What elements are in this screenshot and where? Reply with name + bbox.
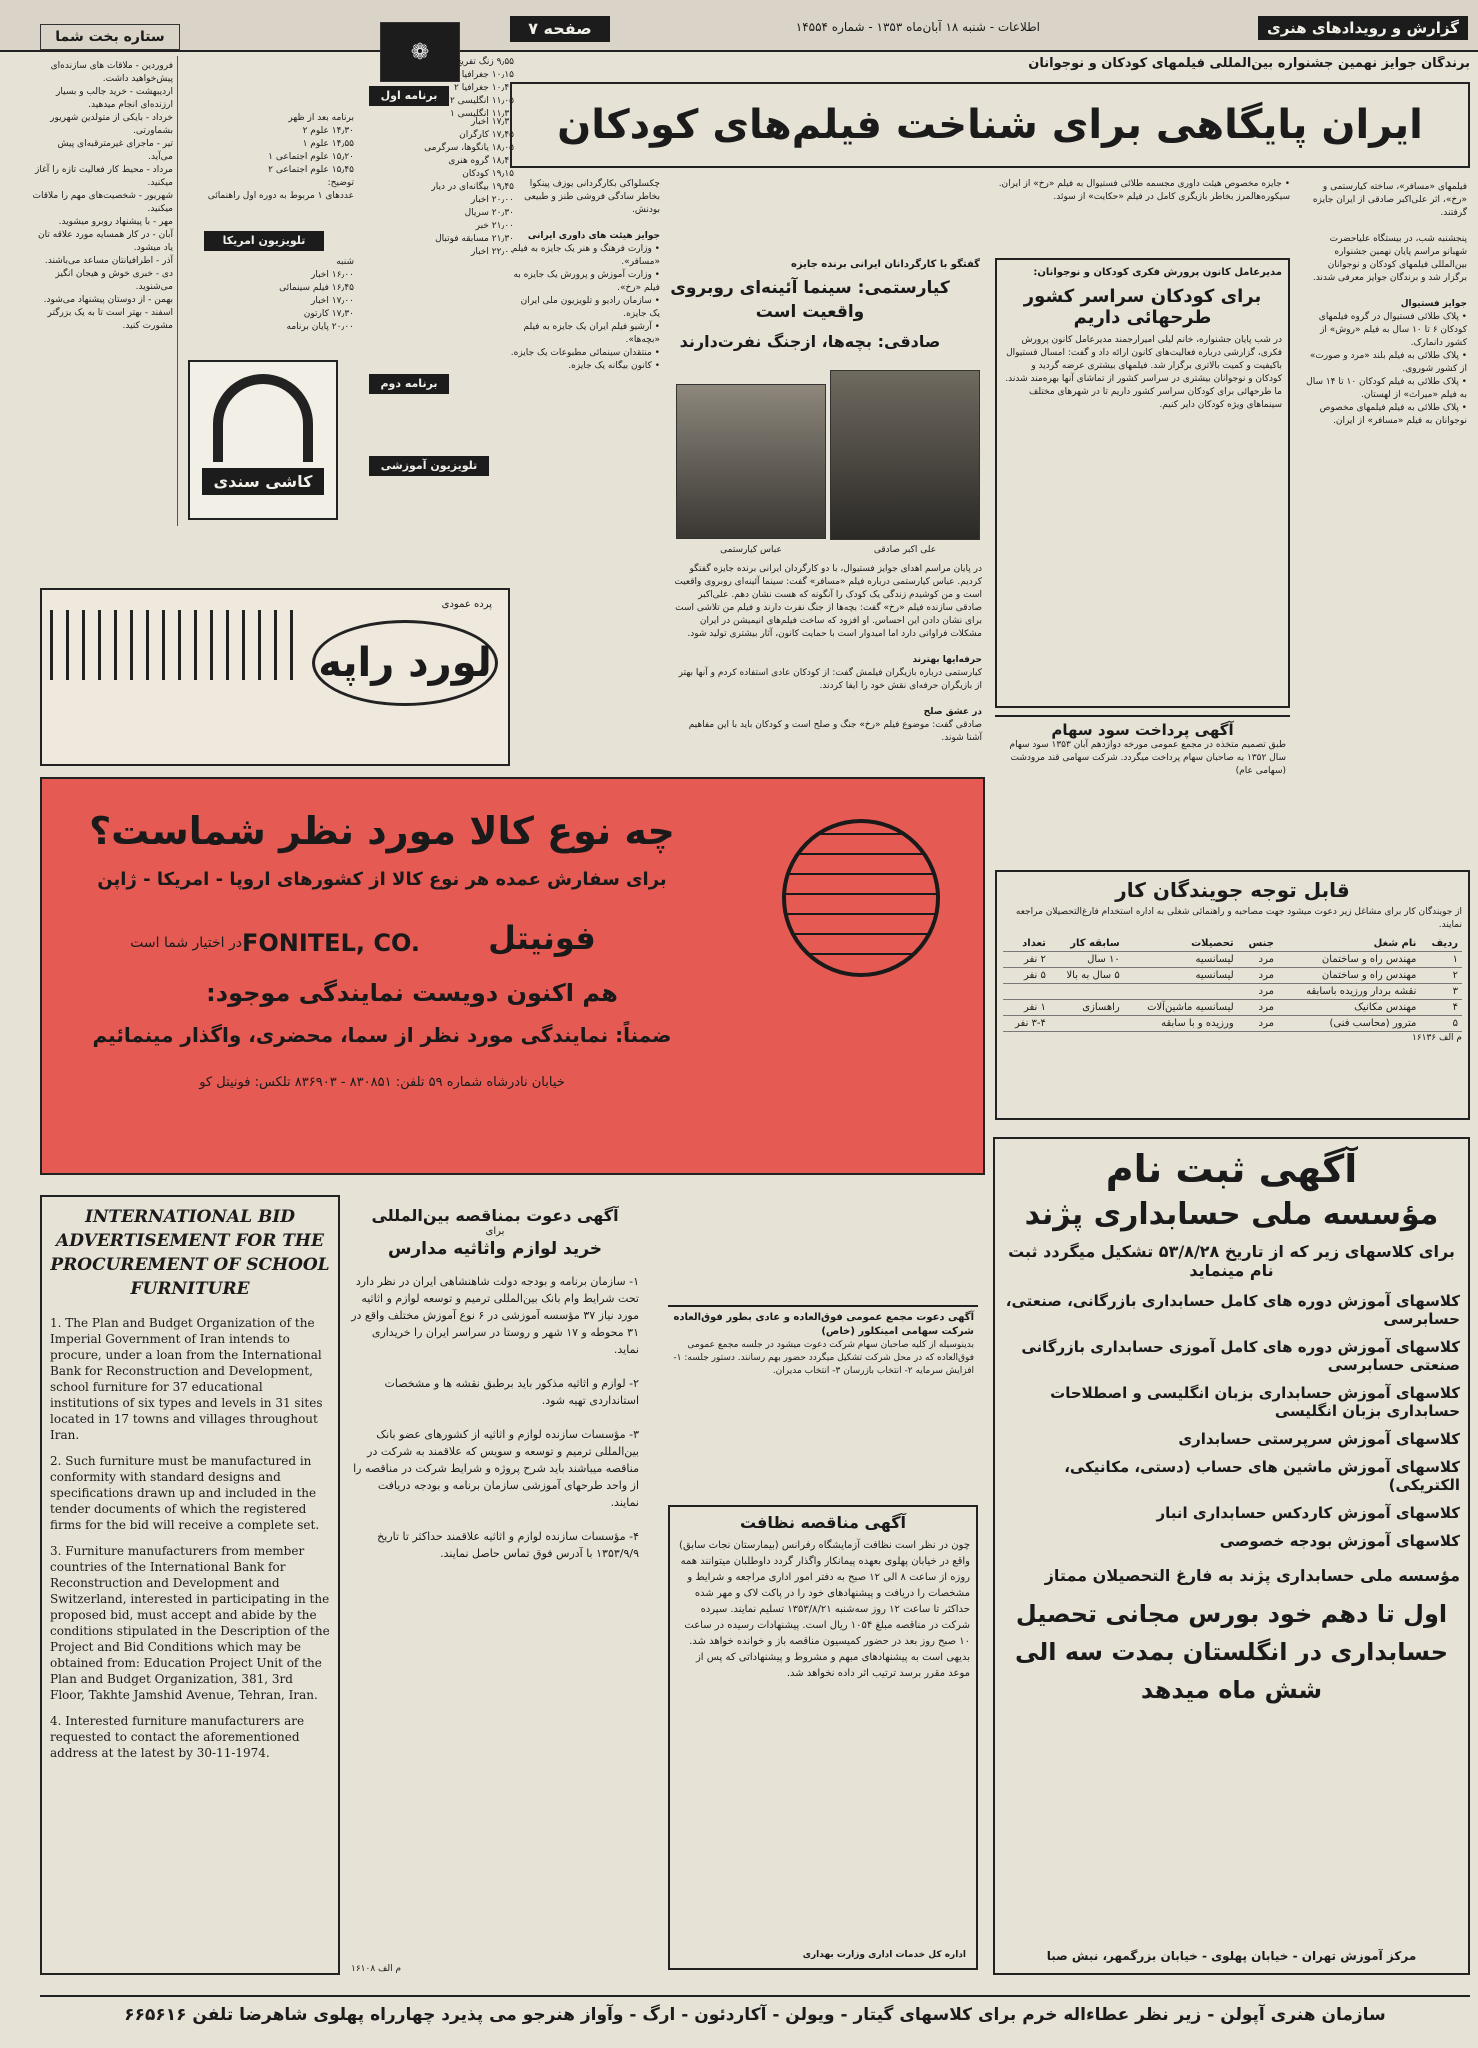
accounting-institute: مؤسسه ملی حسابداری پژند — [1024, 1197, 1439, 1232]
issue-line: اطلاعات - شنبه ۱۸ آبان‌ماه ۱۳۵۳ - شماره ۱۴۵۵۴ — [795, 20, 1040, 34]
page-label: صفحه ۷ — [510, 16, 610, 42]
jobs-ad — [995, 870, 1470, 1120]
tv-list-top: ۹٫۵۵ زنگ تفریح ۱۰٫۱۵ جغرافیا ۲ ۱۰٫۴۰ جغرافیا ۲ ۱۱٫۰۵ انگلیسی ۲ ۱۱٫۳۰ انگلیسی ۱ — [449, 57, 514, 119]
interview-lead: گفتگو با کارگردانان ایرانی برنده جایزه — [790, 259, 980, 270]
caption-sadeghi: علی اکبر صادقی — [873, 545, 937, 555]
assembly-title: آگهی دعوت مجمع عمومی فوق‌العاده و عادی بطور فوق‌العاده شرکت سهامی امینکلور (خاص) — [673, 1312, 974, 1337]
tv-item: ۱۹٫۴۵ بیگانه‌ای در دیار — [431, 182, 514, 192]
fonitel-headline: چه نوع کالا مورد نظر شماست؟ — [89, 809, 675, 853]
accounting-graduates: مؤسسه ملی حسابداری پژند به فارغ التحصیلان ممتاز — [1044, 1566, 1460, 1585]
list-item: کلاسهای آموزش حسابداری بزبان انگلیسی و اصطلاحات حسابداری بزبان انگلیسی — [1050, 1384, 1460, 1420]
list-item: کلاسهای آموزش دوره های کامل حسابداری بازرگانی، صنعتی، حسابرسی — [1005, 1292, 1460, 1328]
tender-en — [40, 1195, 340, 1975]
tender-en-item: 3. Furniture manufacturers from member countries of the International Bank for Reconstruction and Development and Switzerland, interested in participating in the proposed bid, must accept and abide by the conditions stipulated in the Description of the Project and Bid Conditions which may be obtained from: Education Project Unit of the Plan and Budget Organization, 381, 3rd Floor, Takhte Jamshid Avenue, Tehran, Iran. — [50, 1544, 330, 1702]
list-item: کلاسهای آموزش بودجه خصوصی — [1219, 1532, 1460, 1550]
footer-strip: سازمان هنری آپولن - زیر نظر عطاءاله خرم برای کلاسهای گیتار - ویولن - آکاردئون - ارگ - وآواز هنرجو می پذیرد چهارراه پهلوی شاهرضا تلفن ۶۶۵۶۱۶ — [40, 1995, 1470, 2031]
tv-list-american: شنبه ۱۶٫۰۰ اخبار ۱۶٫۴۵ فیلم سینمائی ۱۷٫۰۰ اخبار ۱۷٫۳۰ کارتون ۲۰٫۰۰ پایان برنامه — [279, 257, 354, 332]
tender-en-item: 2. Such furniture must be manufactured in conformity with standard designs and specifications drawn up and included in the tender documents of which the registered firms for the bid will receive a complete set. — [50, 1454, 320, 1532]
assembly-ad — [668, 1305, 978, 1485]
section-title: گزارش و رویدادهای هنری — [1258, 16, 1468, 40]
fonitel-address: خیابان نادرشاه شماره ۵۹ تلفن: ۸۳۰۸۵۱ - ۸۳۶۹۰۳ تلکس: فونیتل کو — [199, 1075, 565, 1090]
tv-item: ۱۸٫۴۰ گروه هنری — [448, 156, 514, 166]
dividend-body: طبق تصمیم متخذه در مجمع عمومی مورخه دوازدهم آبان ۱۳۵۳ سود سهام سال ۱۳۵۲ به صاحبان سهام پرداخت میگردد. شرکت سهامی قند مرودشت (سهامی عام) — [1009, 740, 1286, 776]
accounting-ad — [993, 1137, 1470, 1975]
kanoon-body: در شب پایان جشنواره، خانم لیلی امیرارجمند مدیرعامل کانون پرورش فکری، گزارشی درباره فعالیت‌های کانون ارائه داد و گفت: امسال فستیوال باکیفیت و کمیت بالاتری برگزار شد. فیلمهای بیشتری عرضه گردید و کودکان و نوجوانان بیشتری در سراسر کشور از تماشای آنها بهره‌مند شدند. ما طرحهائی برای کودکان سراسر کشور داریم تا در شهرهای مختلف سینماهای ویژه کودکان دایر کنیم. — [1005, 335, 1282, 410]
lead-headline: ایران پایگاهی برای شناخت فیلم‌های کودکان — [510, 82, 1470, 168]
accounting-offer: اول تا دهم خود بورس مجانی تحصیل حسابداری در انگلستان بمدت سه الی شش ماه میدهد — [1014, 1600, 1449, 1704]
photo-sadeghi — [830, 370, 980, 540]
list-item: کلاسهای آموزش سرپرستی حسابداری — [1178, 1430, 1460, 1448]
jobs-ref: م الف ۱۶۱۳۶ — [1411, 1033, 1462, 1043]
tv-item: ۱۷٫۴۵ کارگران — [459, 130, 514, 140]
lourdrape-ad — [40, 588, 510, 766]
accounting-classes — [1003, 1292, 1460, 1550]
caption-kiarostami: عباس کیارستمی — [720, 545, 782, 555]
program2-label: برنامه دوم — [369, 374, 449, 394]
tender-fa-subtitle: خرید لوازم واثاثیه مدارس — [387, 1239, 603, 1259]
lourdrape-title: لورد راپه — [312, 620, 498, 706]
omega-logo-icon — [213, 374, 313, 462]
table-row: ۴ مهندس مکانیک مرد لیسانسیه ماشین‌آلات راهسازی ۱ نفر — [1003, 1000, 1462, 1016]
list-item: کلاسهای آموزش دوره های کامل آموزی حسابداری بازرگانی صنعتی حسابرسی — [1021, 1338, 1460, 1374]
fonitel-subline: برای سفارش عمده هر نوع کالا از کشورهای اروپا - امریکا - ژاپن — [97, 869, 667, 890]
omega-tile-ad — [188, 360, 338, 520]
cleaning-body: چون در نظر است نظافت آزمایشگاه رفرانس (بیمارستان نجات سابق) واقع در خیابان پهلوی بعهده پیمانکار واگذار گردد داوطلبان میتوانند همه روزه از ساعت ۸ الی ۱۲ صبح به دفتر امور اداری مراجعه و شرایط و مشخصات را دریافت و پیشنهادهای خود را در پاکت لاک و مهر شده حداکثر تا ساعت ۱۲ روز سه‌شنبه ۱۳۵۳/۸/۲۱ تسلیم نمایند. سپرده شرکت در مناقصه مبلغ ۱۰۵۴ ریال است. پیشنهادات رسیده در ساعت ۱۰ صبح روز بعد در حضور کمیسیون مناقصه باز و خوانده خواهد شد. بدیهی است به پیشنهادهای مبهم و مشروط و پیشنهاداتی که پس از موعد مقرر برسد ترتیب اثر داده نخواهد شد. — [679, 1540, 970, 1679]
dividend-ad — [995, 715, 1290, 865]
jobs-table — [1003, 936, 1462, 1032]
cleaning-ad — [668, 1505, 978, 1970]
jobs-col: نام شغل — [1278, 936, 1420, 952]
lead-body-mid2: چکسلواکی بکارگردانی یوزف پینکوا بخاطر سادگی فروشی طنز و طبیعی بودنش. جوایز هیئت های داوری ایرانی • وزارت فرهنگ و هنر یک جایزه به فیلم «مسافر». • وزارت آموزش و پرورش یک جایزه به فیلم «رخ». • سازمان رادیو و تلویزیون ملی ایران یک جایزه. • آرشیو فیلم ایران یک جایزه به فیلم «بچه‌ها». • منتقدان سینمائی مطبوعات یک جایزه. • کانون بیگانه یک جایزه. — [510, 179, 660, 371]
tender-fa — [345, 1200, 645, 1980]
kanoon-box — [995, 258, 1290, 708]
tender-en-item: 1. The Plan and Budget Organization of the Imperial Government of Iran intends to procure, under a loan from the International Bank for Reconstruction and Development, school furniture for 37 educational institutions of six types and levels in 31 sites located in 17 towns and villages throughout Iran. — [50, 1316, 323, 1442]
lead-body-right: فیلمهای «مسافر»، ساخته کیارستمی و «رخ»، اثر علی‌اکبر صادقی از ایران جایزه گرفتند. پنجشنبه شب، در بیستگاه علیاحضرت شهبانو مراسم پایان نهمین جشنواره بین‌المللی فیلمهای کودکان و نوجوانان برگزار شد و برندگان جوایز معرفی شدند. جوایز فستیوال • پلاک طلائی فستیوال در گروه فیلمهای کودکان ۶ تا ۱۰ سال به فیلم «روش» از کشور دانمارک. • پلاک طلائی به فیلم بلند «مرد و صورت» از کشور شوروی. • پلاک طلائی به فیلم کودکان ۱۰ تا ۱۴ سال به فیلم «میراث» از لهستان. • پلاک طلائی به فیلم فیلمهای مخصوص نوجوانان به فیلم «مسافر» از ایران. — [1306, 182, 1467, 426]
table-row: ۲ مهندس راه و ساختمان مرد لیسانسیه ۵ سال به بالا ۵ نفر — [1003, 968, 1462, 984]
tv-item: ۱۸٫۰۵ یانگوها، سرگرمی — [424, 143, 514, 153]
table-row: ۱ مهندس راه و ساختمان مرد لیسانسیه ۱۰ سال ۲ نفر — [1003, 952, 1462, 968]
horoscope-label: ستاره بخت شما — [40, 24, 180, 50]
photo-kiarostami — [676, 384, 826, 539]
jobs-col: تعداد — [1003, 936, 1050, 952]
tender-fa-for: برای — [485, 1226, 505, 1237]
kanoon-intro: مدیرعامل کانون پرورش فکری کودکان و نوجوانان: — [1033, 267, 1282, 278]
jobs-col: ردیف — [1420, 936, 1462, 952]
table-row: ۵ مترور (محاسب فنی) مرد ورزیده و با سابقه ۳-۴ نفر — [1003, 1016, 1462, 1032]
tv-list-shanbeh: ۱۷٫۳۰ اخبار ۱۷٫۴۵ کارگران ۱۸٫۰۵ یانگوها، سرگرمی ۱۸٫۴۰ گروه هنری ۱۹٫۱۵ کودکان ۱۹٫۴۵ بیگانه‌ای در دیار ۲۰٫۰۰ اخبار ۲۰٫۳۰ سریال ۲۱٫۰۰ خبر ۲۱٫۳۰ مسابقه فوتبال ۲۲٫۰۰ اخبار — [374, 116, 514, 259]
fonitel-brand-fa: فونیتل — [488, 919, 596, 957]
tender-fa-body: ۱- سازمان برنامه و بودجه دولت شاهنشاهی ایران در نظر دارد تحت شرایط وام بانک بین‌المللی ترمیم و توسعه لوازم و اثاثیه مورد نیاز ۳۷ مؤسسه آموزشی در ۶ نوع آموزش مختلف واقع در ۳۱ محوطه و ۱۷ شهر و روستا در سراسر ایران را خریداری نماید. ۲- لوازم و اثاثیه مذکور باید برطبق نقشه ها و مشخصات استانداردی تهیه شود. ۳- مؤسسات سازنده لوازم و اثاثیه از کشورهای عضو بانک بین‌المللی ترمیم و توسعه و سویس که علاقمند به شرکت در مناقصه میباشند باید شرح پروژه و شرایط شرکت در مناقصه را از واحد طرحهای آموزشی سازمان برنامه و بودجه دریافت نمایند. ۴- مؤسسات سازنده لوازم و اثاثیه علاقمند حداکثر تا تاریخ ۱۳۵۳/۹/۹ با آدرس فوق تماس حاصل نمایند. — [351, 1275, 639, 1560]
accounting-address: مرکز آموزش تهران - خیابان پهلوی - خیابان بزرگمهر، نبش صبا — [1046, 1949, 1417, 1963]
lourdrape-subtitle: پرده عمودی — [441, 599, 492, 610]
tender-en-title: INTERNATIONAL BID ADVERTISEMENT FOR THE PROCUREMENT OF SCHOOL FURNITURE — [50, 1207, 330, 1299]
tender-en-item: 4. Interested furniture manufacturers are requested to contact the aforementioned address at the latest by 30-11-1974. — [50, 1714, 305, 1760]
jobs-intro: از جویندگان کار برای مشاغل زیر دعوت میشود جهت مصاحبه و راهنمائی شغلی به اداره استخدام فارغ‌التحصیلان مراجعه نمایند. — [1015, 907, 1462, 930]
lead-body-mid: • جایزه مخصوص هیئت داوری مجسمه طلائی فستیوال به فیلم «رخ» از ایران. سیکوره‌هالمرز بخاطر بازیگری کامل در فیلم «حکایت» از سوئد. — [998, 179, 1290, 202]
table-row: ۳ نقشه بردار ورزیده باسابقه مرد — [1003, 984, 1462, 1000]
list-item: کلاسهای آموزش ماشین های حساب (دستی، مکانیکی، الکتریکی) — [1064, 1458, 1460, 1494]
interview-title: کیارستمی: سینما آئینه‌ای روبروی واقعیت است — [670, 278, 950, 322]
tv-item: ۲۰٫۰۰ اخبار — [471, 195, 514, 205]
fonitel-agency: هم اکنون دویست نمایندگی موجود: — [206, 979, 618, 1007]
fonitel-brand-en: FONITEL, CO. — [242, 929, 420, 957]
tender-fa-ref: م الف ۱۶۱۰۸ — [351, 1964, 402, 1974]
program1-label: برنامه اول — [369, 86, 449, 106]
interview-body: در پایان مراسم اهدای جوایز فستیوال، با دو کارگردان ایرانی برنده جایزه گفتگو کردیم. عباس کیارستمی درباره فیلم «مسافر» گفت: سینما آئینه‌ای روبروی واقعیت است و من کوشیدم زندگی یک کودک را آنگونه که هست نشان دهم. علی‌اکبر صادقی سازنده فیلم «رخ» گفت: بچه‌ها از جنگ نفرت دارند و فیلم من تلاشی است برای نشان دادن این احساس. او افزود که ساخت فیلم‌های انیمیشن در ایران مشکلات فراوانی دارد اما امیدوار است با حمایت کانون، آثار بیشتری تولید شود. حرفه‌ایها بهترند کیارستمی درباره بازیگران فیلمش گفت: از کودکان عادی استفاده کردم و آنها بهتر از بازیگران حرفه‌ای نقش خود را ایفا کردند. در عشق صلح صادقی گفت: موضوع فیلم «رخ» جنگ و صلح است و کودکان باید با این مفاهیم آشنا شوند. — [674, 564, 982, 743]
fonitel-brand-note: در اختیار شما است — [130, 935, 242, 951]
cleaning-title: آگهی مناقصه نظافت — [739, 1513, 907, 1532]
interview-subtitle: صادقی: بچه‌ها، ازجنگ نفرت‌دارند — [679, 332, 941, 351]
cleaning-signature: اداره کل خدمات اداری وزارت بهداری — [802, 1950, 966, 1960]
kanoon-title: برای کودکان سراسر کشور طرحهائی داریم — [1023, 286, 1262, 328]
lourdrape-pattern — [50, 610, 300, 680]
list-item: کلاسهای آموزش کاردکس حسابداری انبار — [1156, 1504, 1460, 1522]
dividend-title: آگهی پرداخت سود سهام — [1051, 721, 1234, 739]
accounting-registration: برای کلاسهای زیر که از تاریخ ۵۳/۸/۲۸ تشکیل میگردد ثبت نام مینماید — [1008, 1242, 1455, 1280]
jobs-title: قابل توجه جویندگان کار — [1115, 878, 1350, 902]
tv-list-left-top: برنامه بعد از ظهر ۱۴٫۳۰ علوم ۲ ۱۴٫۵۵ علوم ۱ ۱۵٫۲۰ علوم اجتماعی ۱ ۱۵٫۴۵ علوم اجتماعی ۲ توضیح: عددهای ۱ مربوط به دوره اول راهنمائی — [207, 113, 354, 201]
logo-box: ❁ — [380, 22, 460, 82]
horoscope-text: فروردین - ملاقات های سازنده‌ای پیش‌خواهید داشت. اردیبهشت - خرید جالب و بسیار ارزنده‌ای انجام میدهید. خرداد - بایکی از متولدین شهریور بشماورتی. تیر - ماجرای غیرمترقبه‌ای پیش می‌آید. مرداد - محیط کار فعالیت تازه را آغاز میکنید. شهریور - شخصیت‌های مهم را ملاقات میکنید. مهر - با پیشنهاد روبرو میشوید. آبان - در کار همسایه مورد علاقه تان یاد میشود. آذر - اطرافیانتان مساعد می‌باشند. دی - خبری خوش و هیجان انگیز می‌شنوید. بهمن - از دوستان پیشنهاد می‌شود. اسفند - بهتر است تا به یک بزرگتر مشورت کنید. — [28, 56, 178, 526]
omega-brand: کاشی سندی — [202, 468, 324, 495]
lead-kicker: برندگان جوایز نهمین جشنواره بین‌المللی فیلمهای کودکان و نوجوانان — [1028, 56, 1470, 71]
accounting-title: آگهی ثبت نام — [1105, 1147, 1358, 1191]
fonitel-agency-detail: ضمناً: نمایندگی مورد نظر از سما، محضری، واگذار مینمائیم — [92, 1023, 672, 1047]
education-tv-label: تلویزیون آموزشی — [369, 456, 489, 476]
tender-fa-title: آگهی دعوت بمناقصه بین‌المللی — [371, 1206, 619, 1225]
jobs-col: جنس — [1238, 936, 1278, 952]
tv-item: ۱۹٫۱۵ کودکان — [462, 169, 514, 179]
jobs-col: تحصیلات — [1124, 936, 1238, 952]
american-tv-label: تلویزیون امریکا — [204, 231, 324, 251]
assembly-body: بدینوسیله از کلیه صاحبان سهام شرکت دعوت میشود در جلسه مجمع عمومی فوق‌العاده که در محل شرکت تشکیل میگردد حضور بهم رسانند. دستور جلسه: ۱- افزایش سرمایه ۲- انتخاب بازرسان ۳- انتخاب مدیران. — [673, 1340, 974, 1376]
tv-item: ۱۷٫۳۰ اخبار — [471, 117, 514, 127]
jobs-col: سابقه کار — [1050, 936, 1124, 952]
